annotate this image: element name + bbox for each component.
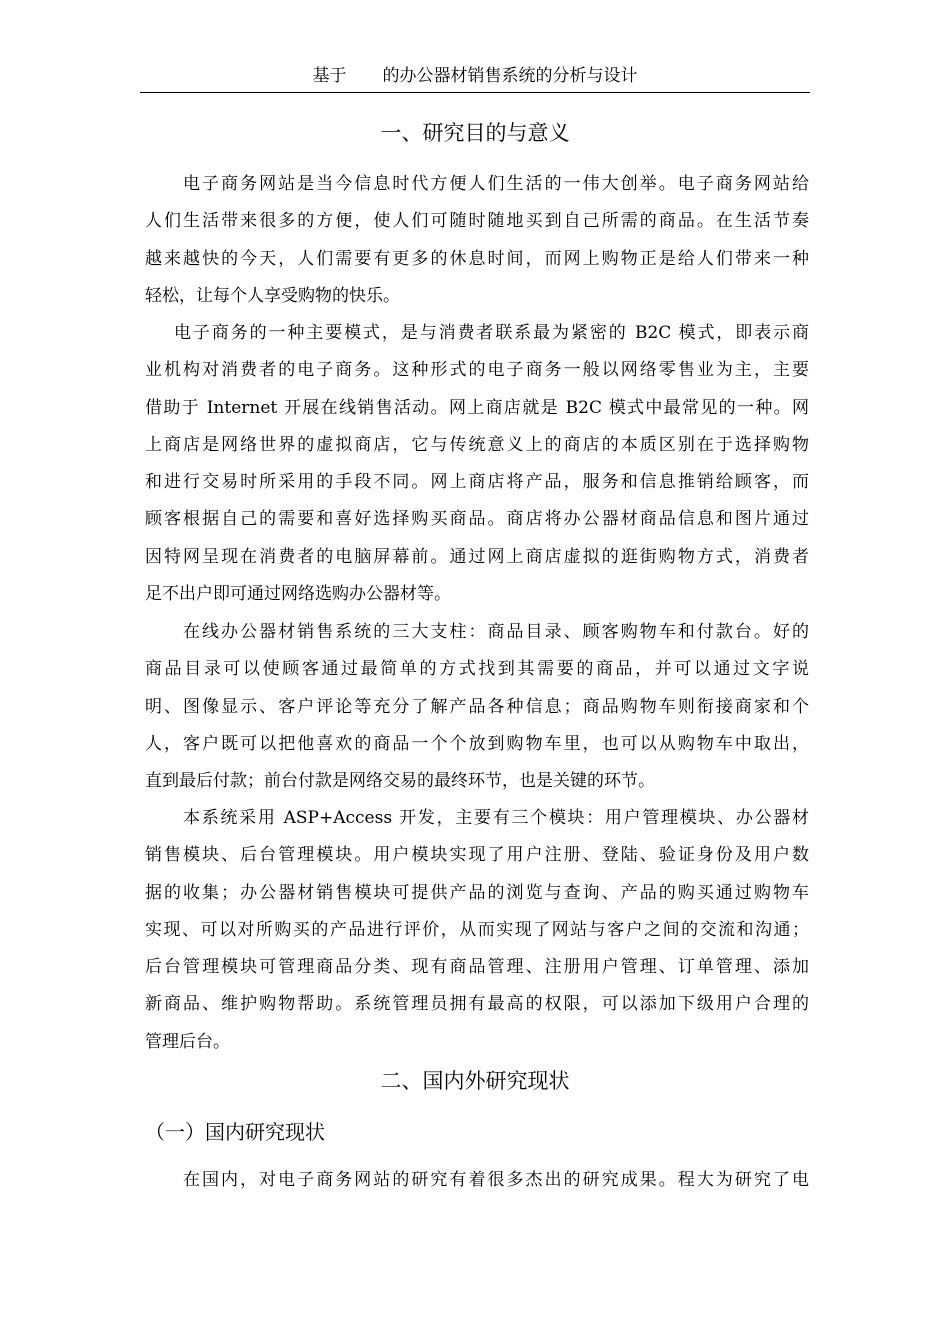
paragraph-2 [145,315,809,613]
header-title-suffix: 的办公器材销售系统的分析与设计 [382,66,638,86]
paragraph-line: 新商品、维护购物帮助。系统管理员拥有最高的权限，可以添加下级用户合理的 [145,994,809,1015]
header-title-prefix: 基于 [312,66,347,86]
section-heading-2: 二、国内外研究现状 [380,1069,570,1093]
paragraph-line: 足不出户即可通过网络选购办公器材等。 [145,584,451,605]
paragraph-5 [145,1162,809,1199]
paragraph-line: 顾客根据自己的需要和喜好选择购买商品。商店将办公器材商品信息和图片通过 [145,509,809,530]
paragraph-line: 明、图像显示、客户评论等充分了解产品各种信息；商品购物车则衔接商家和个 [145,696,809,717]
paragraph-line: 在线办公器材销售系统的三大支柱：商品目录、顾客购物车和付款台。好的 [183,622,809,642]
paragraph-line: 借助于 Internet 开展在线销售活动。网上商店就是 B2C 模式中最常见的一种。网 [145,397,809,418]
running-header [140,62,810,93]
paragraph-line: 后台管理模块可管理商品分类、现有商品管理、注册用户管理、订单管理、添加 [145,957,809,978]
paragraph-line: 人，客户既可以把他喜欢的商品一个个放到购物车里，也可以从购物车中取出， [145,733,809,754]
paragraph-line: 人们生活带来很多的方便，使人们可随时随地买到自己所需的商品。在生活节奏 [145,211,809,232]
section-heading-1: 一、研究目的与意义 [380,121,570,145]
paragraph-line: 电子商务网站是当今信息时代方便人们生活的一伟大创举。电子商务网站给 [183,174,809,194]
paragraph-line: 轻松，让每个人享受购物的快乐。 [145,285,400,306]
paragraph-line: 实现、可以对所购买的产品进行评价，从而实现了网站与客户之间的交流和沟通； [145,919,809,940]
paragraph-line: 商品目录可以使顾客通过最简单的方式找到其需要的商品，并可以通过文字说 [145,659,809,680]
paragraph-line: 和进行交易时所采用的手段不同。网上商店将产品，服务和信息推销给顾客，而 [145,472,809,493]
subsection-heading-domestic: （一）国内研究现状 [145,1120,325,1144]
paragraph-line: 上商店是网络世界的虚拟商店，它与传统意义上的商店的本质区别在于选择购物 [145,434,809,455]
paragraph-line: 直到最后付款；前台付款是网络交易的最终环节，也是关键的环节。 [145,771,655,792]
paragraph-1 [145,166,809,315]
paragraph-line: 销售模块、后台管理模块。用户模块实现了用户注册、登陆、验证身份及用户数 [145,845,809,866]
paragraph-line: 管理后台。 [145,1031,230,1052]
paragraph-line: 据的收集；办公器材销售模块可提供产品的浏览与查询、产品的购买通过购物车 [145,882,809,903]
paragraph-line: 越来越快的今天，人们需要有更多的休息时间，而网上购物正是给人们带来一种 [145,248,809,269]
paragraph-line: 本系统采用 ASP+Access 开发，主要有三个模块：用户管理模块、办公器材 [183,808,809,828]
paragraph-line: 在国内，对电子商务网站的研究有着很多杰出的研究成果。程大为研究了电 [183,1170,809,1190]
paragraph-line: 电子商务的一种主要模式，是与消费者联系最为紧密的 B2C 模式，即表示商 [174,323,809,343]
paragraph-line: 业机构对消费者的电子商务。这种形式的电子商务一般以网络零售业为主，主要 [145,360,809,381]
paragraph-4 [145,800,809,1061]
paragraph-line: 因特网呈现在消费者的电脑屏幕前。通过网上商店虚拟的逛街购物方式，消费者 [145,546,809,567]
paragraph-3 [145,614,809,800]
